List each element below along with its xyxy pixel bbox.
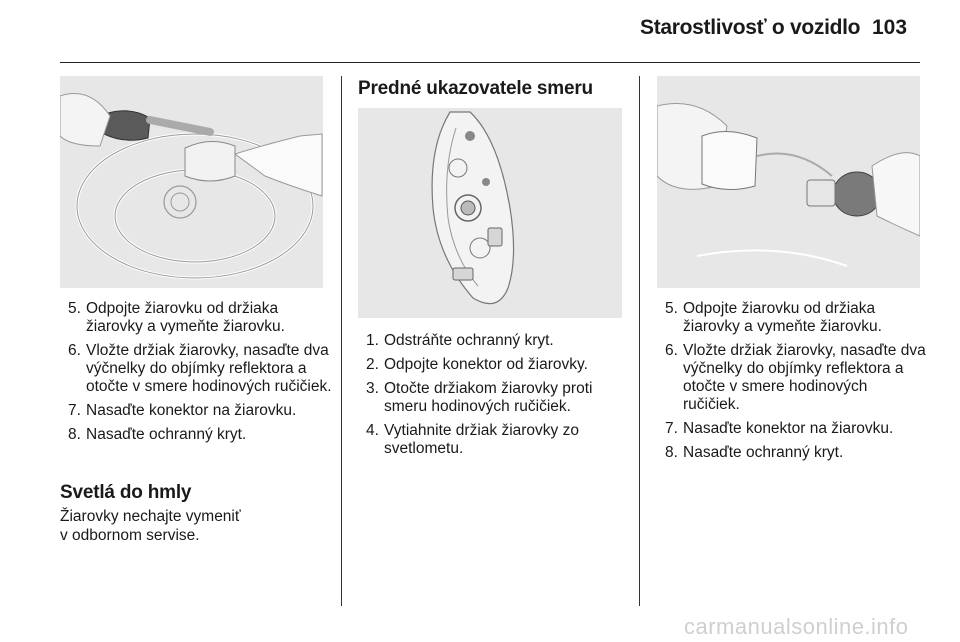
list-item: 7. Nasaďte konektor na žiarovku. — [665, 420, 894, 437]
list-item: 5. Odpojte žiarovku od držiaka žiarovky a vymeňte žiarovku. — [665, 300, 882, 335]
list-item: 8. Nasaďte ochranný kryt. — [665, 444, 844, 461]
list-item: 3. Otočte držiakom žiarovky proti smeru hodinových ručičiek. — [366, 380, 593, 415]
watermark: carmanualsonline.info — [684, 614, 909, 639]
list-item: 6. Vložte držiak žiarovky, nasaďte dva výčnelky do objímky reflektora a otočte v smere hodinových ručičiek. — [68, 342, 332, 395]
illustration-bulb-holder — [657, 76, 920, 288]
left-steps-list — [60, 300, 332, 450]
list-item: 4. Vytiahnite držiak žiarovky zo svetlometu. — [366, 422, 579, 457]
right-steps-list — [657, 300, 927, 468]
section-title-front-turn-signals: Predné ukazovatele smeru — [358, 78, 593, 99]
list-item: 7. Nasaďte konektor na žiarovku. — [68, 402, 297, 419]
fog-lights-text: Žiarovky nechajte vymeniť v odbornom servise. — [60, 508, 241, 544]
list-item: 5. Odpojte žiarovku od držiaka žiarovky a vymeňte žiarovku. — [68, 300, 285, 335]
figure-bulb-removal — [60, 76, 323, 288]
illustration-reflector-bulb — [60, 76, 323, 288]
section-title-fog-lights: Svetlá do hmly — [60, 482, 192, 503]
page-header-title: Starostlivosť o vozidlo — [640, 16, 861, 39]
column-divider-right — [639, 76, 640, 606]
list-item: 8. Nasaďte ochranný kryt. — [68, 426, 247, 443]
list-item: 2. Odpojte konektor od žiarovky. — [366, 356, 588, 373]
middle-steps-list — [358, 332, 628, 464]
list-item: 1. Odstráňte ochranný kryt. — [366, 332, 554, 349]
figure-bulb-holder — [657, 76, 920, 288]
header-divider — [60, 62, 920, 63]
list-item: 6. Vložte držiak žiarovky, nasaďte dva výčnelky do objímky reflektora a otočte v smere hodinových ručičiek. — [665, 342, 926, 413]
column-divider-left — [341, 76, 342, 606]
illustration-headlight-housing — [358, 108, 622, 318]
page-number: 103 — [872, 16, 908, 39]
figure-headlight-rear — [358, 108, 622, 318]
